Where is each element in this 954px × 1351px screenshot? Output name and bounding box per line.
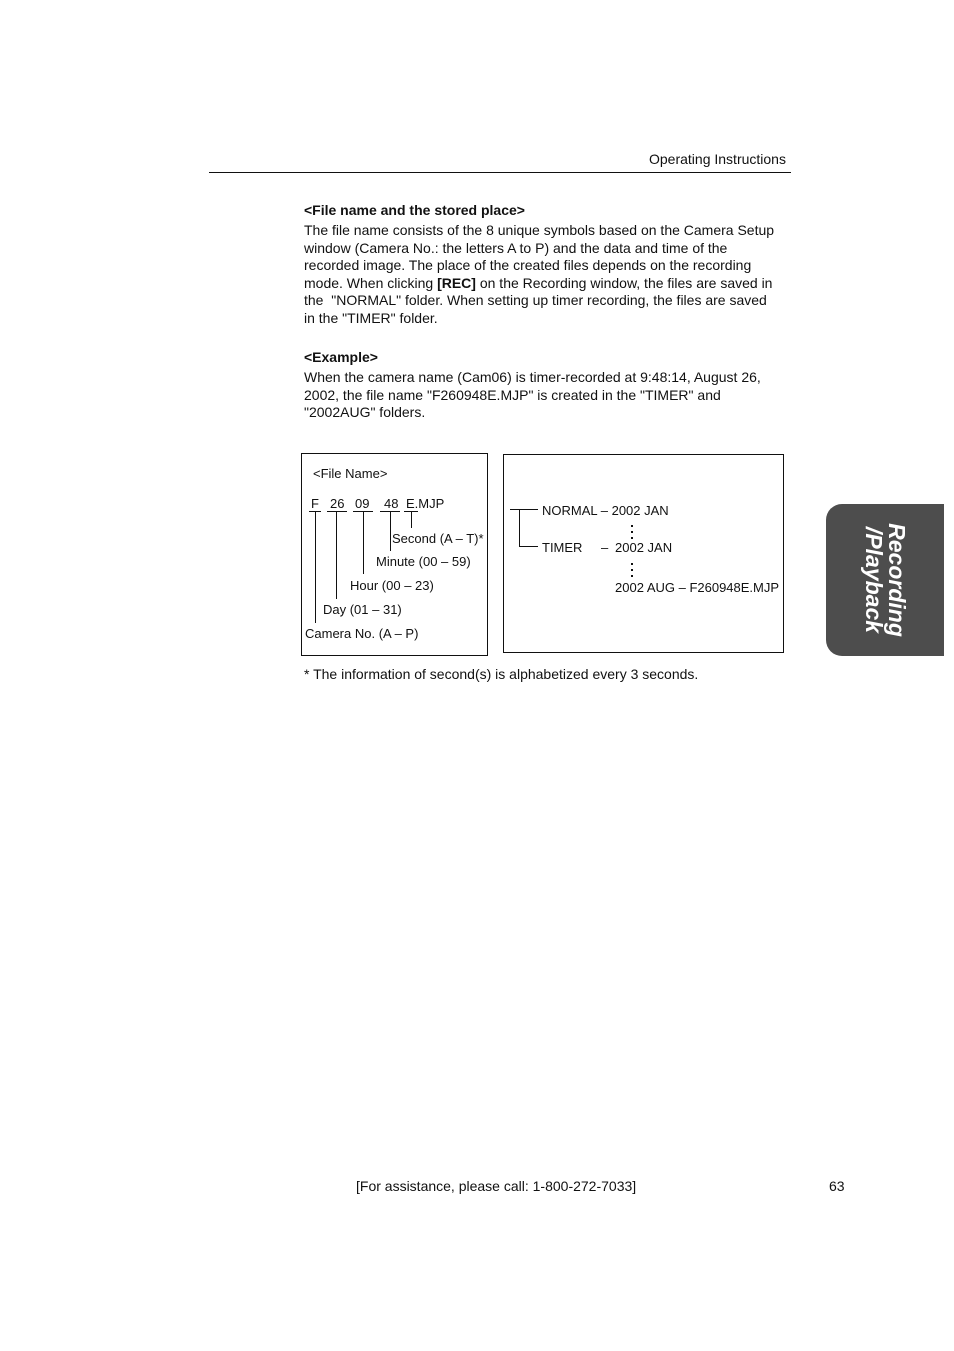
filename-part-second-ext: E.MJP [406, 496, 445, 511]
label-second: Second (A – T)* [392, 531, 484, 546]
leader-second [411, 511, 412, 528]
tree-branch-bottom [519, 546, 538, 547]
footnote: * The information of second(s) is alphabetized every 3 seconds. [304, 666, 699, 682]
tree-trunk [519, 509, 520, 546]
section-heading-example: <Example> [304, 349, 378, 365]
ellipsis-dot [631, 531, 633, 533]
filename-diagram-title: <File Name> [313, 466, 388, 481]
section-paragraph-file-name [304, 222, 774, 328]
folder-timer-jan: 2002 JAN [615, 540, 673, 555]
side-tab-line: /Playback [861, 526, 887, 634]
filename-part-minute: 48 [384, 496, 399, 511]
folder-normal: NORMAL – 2002 JAN [542, 503, 669, 518]
filename-part-hour: 09 [355, 496, 370, 511]
underline-day [327, 511, 347, 512]
ellipsis-dot [631, 575, 633, 577]
folder-timer: TIMER [542, 540, 583, 555]
leader-minute [390, 511, 391, 551]
paragraph-line: When the camera name (Cam06) is timer-recorded at 9:48:14, August 26, [304, 369, 761, 385]
filename-part-day: 26 [330, 496, 345, 511]
tree-branch-top [510, 509, 538, 510]
paragraph-line: "2002AUG" folders. [304, 404, 426, 421]
rec-button-ref: [REC] [437, 274, 476, 291]
folder-timer-separator: – [601, 540, 609, 555]
paragraph-line: recorded image. The place of the created files depends on the recording [304, 257, 752, 274]
ellipsis-dot [631, 525, 633, 527]
footer-assistance: [For assistance, please call: 1-800-272-7033] [356, 1178, 637, 1194]
section-heading-file-name: <File name and the stored place> [304, 202, 525, 218]
header-title: Operating Instructions [649, 151, 786, 167]
header-rule [209, 172, 791, 173]
leader-camera [315, 511, 316, 623]
leader-day [336, 511, 337, 599]
side-tab-label [862, 523, 908, 637]
side-tab-recording-playback [826, 504, 944, 656]
section-paragraph-example [304, 369, 761, 422]
paragraph-line: The file name consists of the 8 unique symbols based on the Camera Setup [304, 222, 775, 238]
paragraph-text: on the Recording window, the files are saved in [475, 274, 773, 291]
leader-hour [363, 511, 364, 574]
label-minute: Minute (00 – 59) [376, 554, 471, 569]
paragraph-line: in the "TIMER" folder. [304, 309, 438, 326]
ellipsis-dot [631, 563, 633, 565]
label-day: Day (01 – 31) [323, 602, 402, 617]
page-number: 63 [829, 1178, 845, 1194]
paragraph-line: window (Camera No.: the letters A to P) and the data and time of the [304, 239, 728, 256]
paragraph-line [304, 275, 774, 293]
paragraph-text: mode. When clicking [304, 274, 438, 291]
label-hour: Hour (00 – 23) [350, 578, 434, 593]
paragraph-line: 2002, the file name "F260948E.MJP" is created in the "TIMER" and [304, 386, 721, 403]
paragraph-line: the "NORMAL" folder. When setting up timer recording, the files are saved [304, 292, 767, 309]
ellipsis-dot [631, 569, 633, 571]
folder-aug-path: 2002 AUG – F260948E.MJP [615, 580, 780, 595]
side-tab-line: Recording [884, 523, 910, 637]
filename-part-camera: F [311, 496, 319, 511]
label-camera: Camera No. (A – P) [305, 626, 419, 641]
ellipsis-dot [631, 537, 633, 539]
